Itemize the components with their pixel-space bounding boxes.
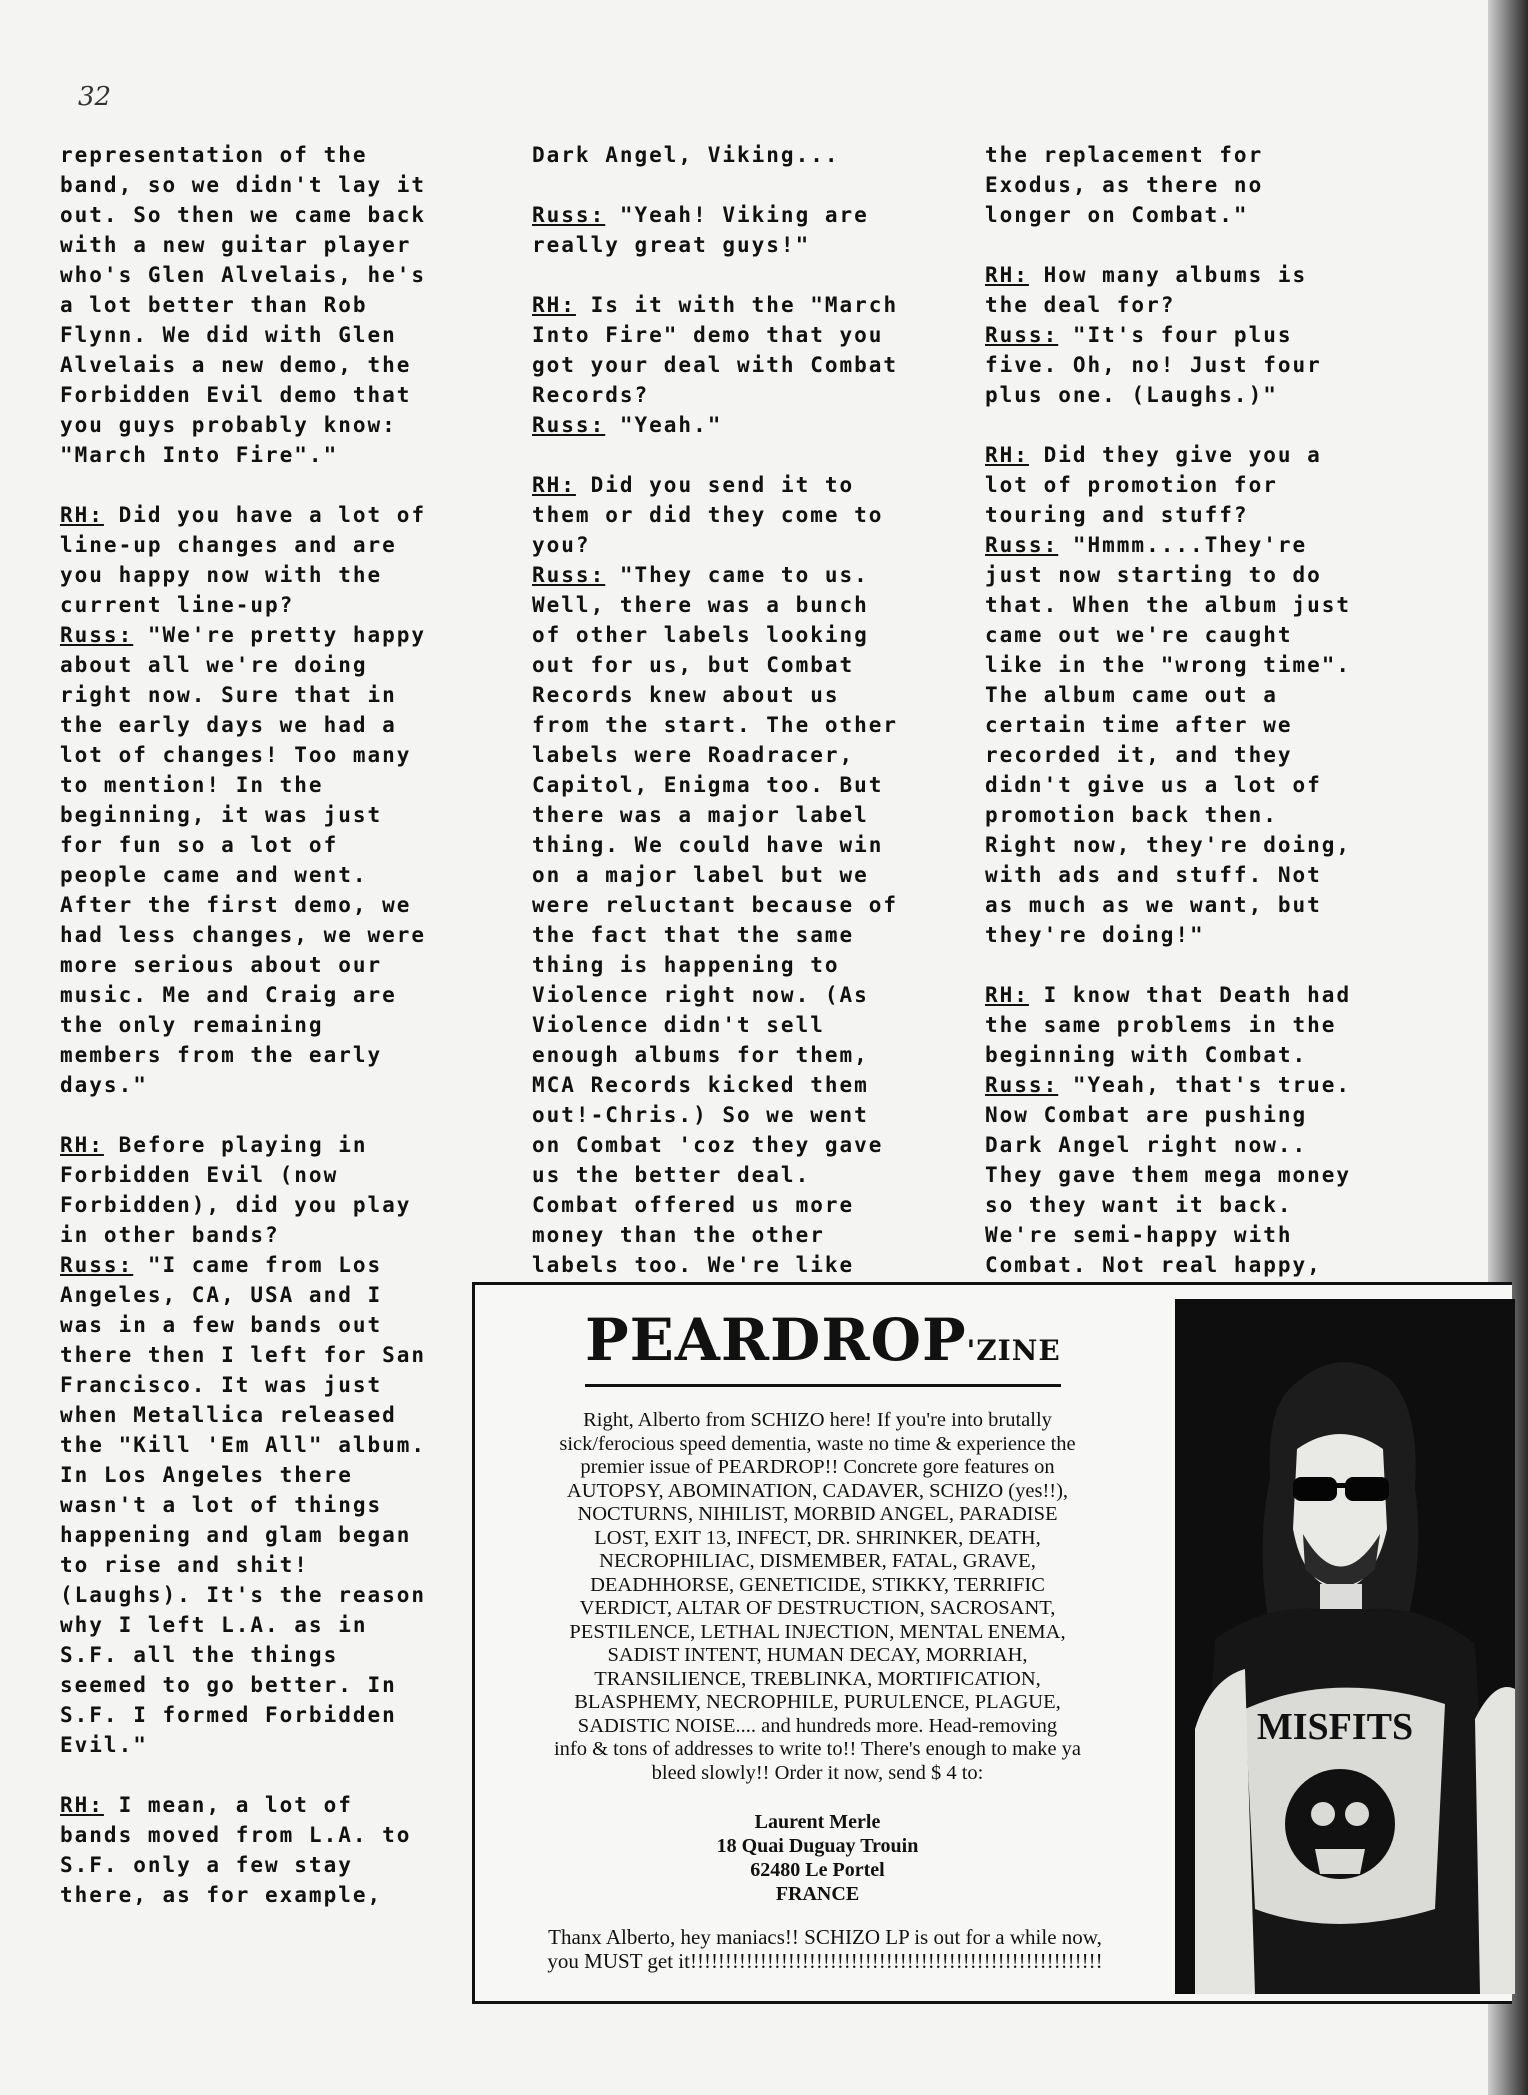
- speaker-label: Russ:: [532, 203, 606, 227]
- peardrop-zine-ad: [472, 1282, 1512, 2004]
- speaker-label: RH:: [532, 473, 576, 497]
- speaker-label: RH:: [532, 293, 576, 317]
- ad-body-text: Right, Alberto from SCHIZO here! If you're into brutally sick/ferocious speed dementia, waste no time & experience the premier issue of PEARDROP!! Concrete gore features on AUTOPSY, ABOMINATION, CADAVER, SCHIZO (yes!!), NOCTURNS, NIHILIST, MORBID ANGEL, PARADISE LOST, EXIT 13, INFECT, DR. SHRINKER, DEATH, NECROPHILIAC, DISMEMBER, FATAL, GRAVE, DEADHHORSE, GENETICIDE, STIKKY, TERRIFIC VERDICT, ALTAR OF DESTRUCTION, SACROSANT, PESTILENCE, LETHAL INJECTION, MENTAL ENEMA, SADIST INTENT, HUMAN DECAY, MORRIAH, TRANSILIENCE, TREBLINKA, MORTIFICATION, BLASPHEMY, NECROPHILE, PURULENCE, PLAGUE, SADISTIC NOISE.... and hundreds more. Head-removing info & tons of addresses to write to!! There's enough to make ya bleed slowly!! Order it now, send $ 4 to:: [553, 1409, 1082, 1784]
- speaker-label: Russ:: [532, 563, 606, 587]
- speaker-label: Russ:: [60, 1253, 134, 1277]
- article-column-1: [60, 140, 426, 1940]
- ad-logo-suffix: 'ZINE: [966, 1334, 1061, 1367]
- paragraph: representation of the band, so we didn't lay it out. So then we came back with a new guitar player who's Glen Alvelais, he's a lot better than Rob Flynn. We did with Glen Alvelais a new demo, the Forbidden Evil demo that you guys probably know: "March Into Fire".": [60, 143, 427, 467]
- article-column-3: [985, 140, 1351, 1310]
- speaker-label: RH:: [985, 263, 1029, 287]
- paragraph: RH: I know that Death had the same problems in the beginning with Combat. Russ: "Yeah, that's true. Now Combat are pushing Dark Angel right now.. They gave them mega money so they want it back. We're semi-happy with Combat. Not real happy,: [985, 983, 1352, 1277]
- speaker-label: Russ:: [985, 323, 1059, 347]
- ad-logo: [585, 1307, 1061, 1387]
- ad-logo-main: PEARDROP: [585, 1306, 967, 1374]
- paragraph: the replacement for Exodus, as there no longer on Combat.": [985, 143, 1264, 227]
- speaker-label: RH:: [985, 443, 1029, 467]
- paragraph: RH: Did you have a lot of line-up changes and are you happy now with the current line-up? Russ: "We're pretty happy about all we're doing right now. Sure that in the early days we had a lot of changes! Too many to mention! In the beginning, it was just for fun so a lot of people came and went. After the first demo, we had less changes, we were more serious about our music. Me and Craig are the only remaining members from the early days.": [60, 503, 427, 1097]
- paragraph: Russ: "Yeah! Viking are really great guys!": [532, 203, 869, 257]
- speaker-label: RH:: [60, 503, 104, 527]
- paragraph: Dark Angel, Viking...: [532, 143, 840, 167]
- shirt-print-text: MISFITS: [1256, 1706, 1414, 1748]
- paragraph: RH: Before playing in Forbidden Evil (now Forbidden), did you play in other bands? Russ: "I came from Los Angeles, CA, USA and I was in a few bands out there then I left for San Francisco. It was just when Metallica released the "Kill 'Em All" album. In Los Angeles there wasn't a lot of things happening and glam began to rise and shit! (Laughs). It's the reason why I left L.A. as in S.F. all the things seemed to go better. In S.F. I formed Forbidden Evil.": [60, 1133, 427, 1757]
- ad-mailing-address: Laurent Merle 18 Quai Duguay Trouin 62480 Le Portel FRANCE: [716, 1811, 919, 1905]
- speaker-label: Russ:: [60, 623, 134, 647]
- paragraph: RH: I mean, a lot of bands moved from L.A. to S.F. only a few stay there, as for example,: [60, 1793, 412, 1907]
- speaker-label: RH:: [985, 983, 1029, 1007]
- speaker-label: RH:: [60, 1793, 104, 1817]
- speaker-label: Russ:: [985, 533, 1059, 557]
- band-member-photo: [1175, 1299, 1515, 1994]
- ad-footer-text: Thanx Alberto, hey maniacs!! SCHIZO LP is out for a while now, you MUST get it!!!!!!!!!!!!!!!!!!!!!!!!!!!!!!!!!!!!!!!!!!!!!!!!!!!!!!!!!!!: [547, 1925, 1103, 1973]
- page-number: 32: [78, 82, 112, 112]
- paragraph: RH: How many albums is the deal for? Russ: "It's four plus five. Oh, no! Just four plus one. (Laughs.)": [985, 263, 1322, 407]
- paragraph: RH: Is it with the "March Into Fire" demo that you got your deal with Combat Records? Russ: "Yeah.": [532, 293, 899, 437]
- paragraph: RH: Did you send it to them or did they come to you? Russ: "They came to us. Well, there was a bunch of other labels looking out for us, but Combat Records knew about us from the start. The other labels were Roadracer, Capitol, Enigma too. But there was a major label thing. We could have win on a major label but we were reluctant because of the fact that the same thing is happening to Violence right now. (As Violence didn't sell enough albums for them, MCA Records kicked them out!-Chris.) So we went on Combat 'coz they gave us the better deal. Combat offered us more money than the other labels too. We're like: [532, 473, 899, 1277]
- speaker-label: Russ:: [532, 413, 606, 437]
- article-column-2: [532, 140, 898, 1310]
- speaker-label: Russ:: [985, 1073, 1059, 1097]
- speaker-label: RH:: [60, 1133, 104, 1157]
- paragraph: RH: Did they give you a lot of promotion for touring and stuff? Russ: "Hmmm....They're just now starting to do that. When the album just came out we're caught like in the "wrong time". The album came out a certain time after we recorded it, and they didn't give us a lot of promotion back then. Right now, they're doing, with ads and stuff. Not as much as we want, but they're doing!": [985, 443, 1352, 947]
